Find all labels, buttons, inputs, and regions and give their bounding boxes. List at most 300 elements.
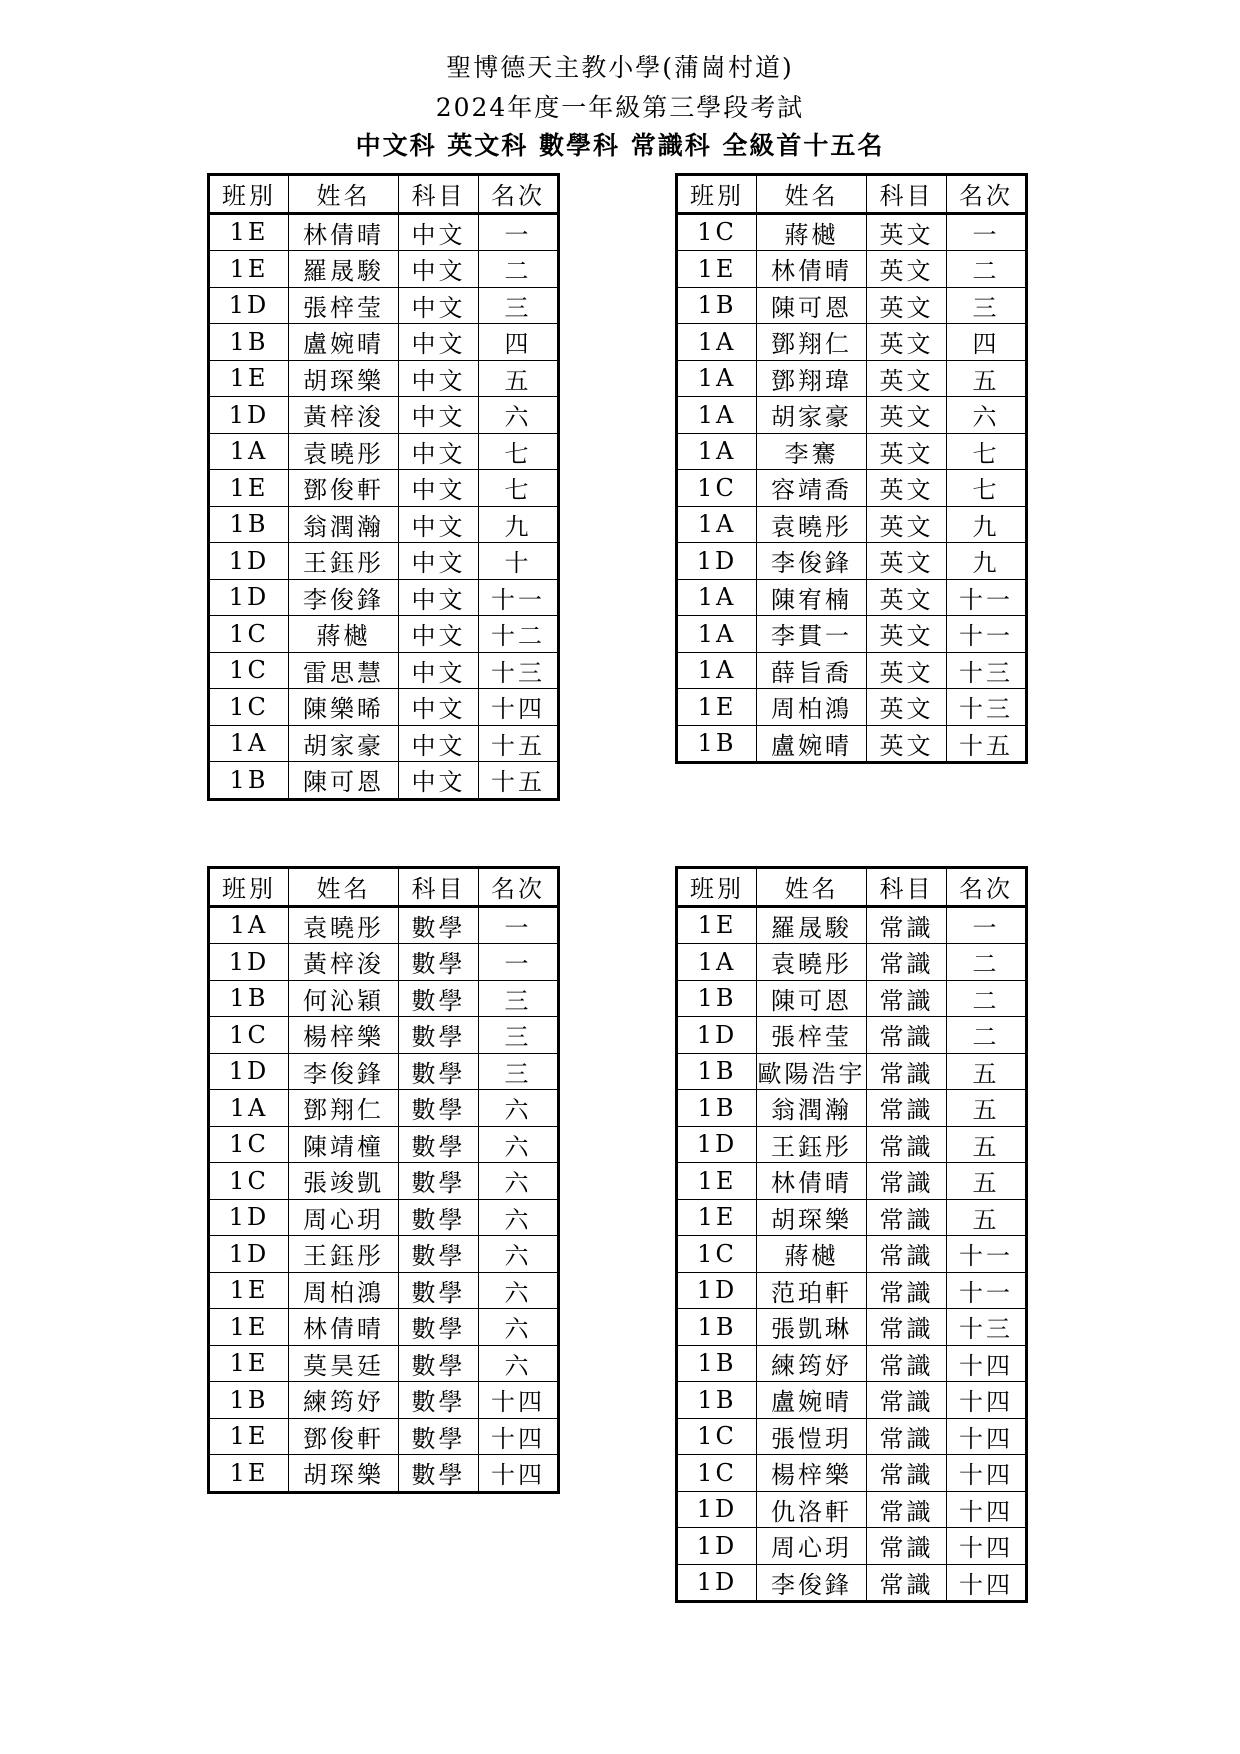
cell-subject: 數學: [399, 1090, 479, 1127]
cell-rank: 十四: [947, 1418, 1027, 1455]
cell-class: 1B: [677, 980, 757, 1017]
table-row: [677, 1163, 1027, 1200]
cell-class: 1A: [677, 397, 757, 434]
table-header-row: [677, 175, 1027, 214]
cell-subject: 英文: [867, 506, 947, 543]
school-name: 聖博德天主教小學(蒲崗村道): [446, 53, 794, 82]
cell-class: 1E: [209, 1272, 289, 1309]
cell-name: 蔣樾: [289, 616, 399, 653]
cell-name: 王鈺彤: [289, 1236, 399, 1273]
cell-rank: 五: [947, 360, 1027, 397]
cell-name: 李俊鋒: [289, 579, 399, 616]
cell-rank: 十一: [479, 579, 559, 616]
cell-subject: 數學: [399, 1382, 479, 1419]
cell-subject: 常識: [867, 1564, 947, 1602]
table-row: [209, 1199, 559, 1236]
cell-subject: 數學: [399, 1418, 479, 1455]
header-class: 班別: [677, 175, 757, 214]
cell-class: 1D: [677, 1491, 757, 1528]
cell-rank: 二: [947, 980, 1027, 1017]
cell-name: 仇洛軒: [757, 1491, 867, 1528]
cell-name: 鄧俊軒: [289, 470, 399, 507]
header-name: 姓名: [289, 175, 399, 214]
cell-class: 1D: [677, 1528, 757, 1565]
table-row: [209, 1309, 559, 1346]
cell-subject: 數學: [399, 1199, 479, 1236]
cell-rank: 三: [479, 1053, 559, 1090]
cell-rank: 七: [947, 470, 1027, 507]
cell-subject: 數學: [399, 1126, 479, 1163]
cell-rank: 十: [479, 543, 559, 580]
cell-subject: 中文: [399, 251, 479, 288]
table-row: [209, 1272, 559, 1309]
cell-class: 1B: [209, 762, 289, 800]
cell-class: 1C: [209, 1017, 289, 1054]
cell-name: 袁曉彤: [757, 506, 867, 543]
cell-rank: 一: [479, 906, 559, 944]
cell-name: 陳可恩: [289, 762, 399, 800]
cell-rank: 一: [479, 213, 559, 251]
header-rank: 名次: [947, 868, 1027, 907]
cell-subject: 英文: [867, 616, 947, 653]
cell-rank: 六: [479, 1345, 559, 1382]
header-name: 姓名: [757, 868, 867, 907]
cell-rank: 六: [479, 1272, 559, 1309]
table-row: [209, 324, 559, 361]
cell-class: 1D: [209, 944, 289, 981]
cell-name: 翁潤瀚: [289, 506, 399, 543]
cell-name: 練筠妤: [289, 1382, 399, 1419]
cell-rank: 六: [479, 1163, 559, 1200]
header-subject: 科目: [867, 868, 947, 907]
cell-rank: 三: [947, 287, 1027, 324]
cell-subject: 常識: [867, 1126, 947, 1163]
table-row: [209, 762, 559, 800]
table-row: [677, 1090, 1027, 1127]
cell-name: 周心玥: [757, 1528, 867, 1565]
table-row: [209, 1345, 559, 1382]
cell-name: 盧婉晴: [757, 1382, 867, 1419]
cell-rank: 二: [947, 1017, 1027, 1054]
cell-rank: 十四: [947, 1455, 1027, 1492]
table-row: [209, 1455, 559, 1493]
cell-class: 1C: [677, 1236, 757, 1273]
table-row: [677, 1017, 1027, 1054]
cell-name: 周心玥: [289, 1199, 399, 1236]
cell-name: 楊梓樂: [757, 1455, 867, 1492]
cell-name: 容靖喬: [757, 470, 867, 507]
cell-rank: 十五: [479, 762, 559, 800]
cell-name: 盧婉晴: [289, 324, 399, 361]
cell-rank: 十四: [947, 1528, 1027, 1565]
cell-class: 1B: [209, 1382, 289, 1419]
cell-subject: 英文: [867, 324, 947, 361]
cell-class: 1C: [209, 616, 289, 653]
table-row: [209, 213, 559, 251]
table-row: [209, 397, 559, 434]
cell-rank: 一: [947, 213, 1027, 251]
cell-class: 1A: [677, 506, 757, 543]
cell-rank: 五: [947, 1199, 1027, 1236]
header-rank: 名次: [947, 175, 1027, 214]
table-header-row: [209, 868, 559, 907]
cell-subject: 英文: [867, 579, 947, 616]
cell-class: 1A: [677, 360, 757, 397]
cell-rank: 六: [479, 1236, 559, 1273]
cell-class: 1E: [209, 1345, 289, 1382]
cell-rank: 二: [947, 944, 1027, 981]
cell-subject: 中文: [399, 470, 479, 507]
header-class: 班別: [209, 868, 289, 907]
cell-subject: 常識: [867, 1017, 947, 1054]
cell-name: 羅晟駿: [757, 906, 867, 944]
cell-name: 周柏鴻: [289, 1272, 399, 1309]
cell-class: 1D: [677, 1564, 757, 1602]
general-studies-ranking-table: [675, 866, 1028, 1603]
cell-subject: 常識: [867, 1090, 947, 1127]
cell-class: 1A: [209, 725, 289, 762]
cell-class: 1E: [209, 1455, 289, 1493]
cell-rank: 三: [479, 980, 559, 1017]
math-ranking-table: [207, 866, 560, 1494]
table-row: [677, 1053, 1027, 1090]
cell-class: 1D: [677, 1017, 757, 1054]
cell-subject: 英文: [867, 287, 947, 324]
cell-rank: 十三: [947, 689, 1027, 726]
cell-name: 李騫: [757, 433, 867, 470]
cell-class: 1C: [209, 689, 289, 726]
cell-name: 陳宥楠: [757, 579, 867, 616]
table-row: [209, 506, 559, 543]
cell-class: 1B: [209, 324, 289, 361]
table-row: [677, 725, 1027, 763]
cell-rank: 十五: [947, 725, 1027, 763]
cell-rank: 五: [947, 1053, 1027, 1090]
table-row: [677, 1491, 1027, 1528]
cell-class: 1A: [677, 433, 757, 470]
cell-subject: 英文: [867, 397, 947, 434]
cell-rank: 十四: [947, 1345, 1027, 1382]
cell-class: 1E: [209, 1309, 289, 1346]
cell-class: 1D: [209, 579, 289, 616]
cell-name: 歐陽浩宇: [757, 1053, 867, 1090]
cell-name: 薛旨喬: [757, 652, 867, 689]
cell-name: 林倩晴: [289, 1309, 399, 1346]
cell-name: 蔣樾: [757, 1236, 867, 1273]
cell-name: 翁潤瀚: [757, 1090, 867, 1127]
cell-class: 1A: [209, 433, 289, 470]
table-header-row: [209, 175, 559, 214]
cell-name: 王鈺彤: [289, 543, 399, 580]
cell-rank: 二: [947, 251, 1027, 288]
cell-class: 1E: [209, 470, 289, 507]
cell-name: 范珀軒: [757, 1272, 867, 1309]
cell-rank: 三: [479, 287, 559, 324]
cell-class: 1D: [209, 1053, 289, 1090]
exam-title: 2024年度一年級第三學段考試: [435, 93, 805, 122]
cell-subject: 中文: [399, 287, 479, 324]
cell-rank: 七: [479, 470, 559, 507]
cell-name: 鄧翔仁: [757, 324, 867, 361]
table-row: [677, 1272, 1027, 1309]
cell-class: 1E: [677, 251, 757, 288]
cell-subject: 英文: [867, 360, 947, 397]
table-row: [209, 725, 559, 762]
cell-name: 張竣凱: [289, 1163, 399, 1200]
table-row: [677, 1382, 1027, 1419]
cell-class: 1B: [677, 287, 757, 324]
cell-class: 1E: [677, 906, 757, 944]
cell-rank: 十四: [479, 689, 559, 726]
cell-rank: 一: [947, 906, 1027, 944]
cell-class: 1D: [677, 543, 757, 580]
cell-name: 盧婉晴: [757, 725, 867, 763]
table-row: [677, 579, 1027, 616]
cell-class: 1C: [677, 470, 757, 507]
table-row: [209, 251, 559, 288]
cell-class: 1C: [209, 1126, 289, 1163]
table-row: [209, 1090, 559, 1127]
cell-subject: 常識: [867, 1455, 947, 1492]
table-row: [209, 1418, 559, 1455]
cell-name: 鄧翔瑋: [757, 360, 867, 397]
cell-rank: 十五: [479, 725, 559, 762]
cell-rank: 五: [947, 1090, 1027, 1127]
table-row: [677, 397, 1027, 434]
cell-name: 周柏鴻: [757, 689, 867, 726]
cell-rank: 十三: [947, 1309, 1027, 1346]
table-row: [209, 543, 559, 580]
cell-class: 1B: [677, 1309, 757, 1346]
cell-subject: 中文: [399, 543, 479, 580]
cell-class: 1D: [209, 543, 289, 580]
table-row: [677, 1345, 1027, 1382]
cell-name: 楊梓樂: [289, 1017, 399, 1054]
header-subject: 科目: [399, 868, 479, 907]
cell-name: 袁曉彤: [757, 944, 867, 981]
cell-subject: 數學: [399, 1345, 479, 1382]
cell-class: 1B: [677, 1053, 757, 1090]
cell-rank: 七: [947, 433, 1027, 470]
table-row: [677, 543, 1027, 580]
table-row: [677, 1564, 1027, 1602]
table-row: [677, 251, 1027, 288]
cell-name: 張梓莹: [289, 287, 399, 324]
table-row: [677, 944, 1027, 981]
cell-name: 陳可恩: [757, 287, 867, 324]
subtitle: 中文科 英文科 數學科 常識科 全級首十五名: [355, 131, 885, 160]
cell-subject: 數學: [399, 1309, 479, 1346]
cell-class: 1E: [209, 360, 289, 397]
table-row: [677, 906, 1027, 944]
cell-subject: 常識: [867, 944, 947, 981]
cell-class: 1E: [209, 1418, 289, 1455]
cell-subject: 數學: [399, 906, 479, 944]
cell-subject: 常識: [867, 1199, 947, 1236]
cell-subject: 中文: [399, 506, 479, 543]
cell-name: 黃梓浚: [289, 944, 399, 981]
cell-rank: 六: [479, 1090, 559, 1127]
table-row: [209, 1382, 559, 1419]
table-row: [677, 616, 1027, 653]
cell-name: 羅晟駿: [289, 251, 399, 288]
cell-subject: 中文: [399, 433, 479, 470]
table-row: [209, 1017, 559, 1054]
table-row: [677, 287, 1027, 324]
cell-subject: 數學: [399, 1236, 479, 1273]
cell-subject: 數學: [399, 1053, 479, 1090]
cell-subject: 數學: [399, 980, 479, 1017]
table-header-row: [677, 868, 1027, 907]
cell-subject: 中文: [399, 360, 479, 397]
cell-subject: 常識: [867, 1491, 947, 1528]
table-row: [677, 433, 1027, 470]
cell-rank: 十二: [479, 616, 559, 653]
cell-subject: 數學: [399, 1272, 479, 1309]
cell-name: 王鈺彤: [757, 1126, 867, 1163]
cell-rank: 十一: [947, 579, 1027, 616]
cell-class: 1D: [677, 1126, 757, 1163]
cell-name: 陳靖橦: [289, 1126, 399, 1163]
cell-subject: 英文: [867, 652, 947, 689]
cell-rank: 十四: [947, 1382, 1027, 1419]
cell-rank: 十四: [947, 1491, 1027, 1528]
header-subject: 科目: [399, 175, 479, 214]
cell-subject: 中文: [399, 324, 479, 361]
cell-class: 1C: [209, 652, 289, 689]
cell-rank: 六: [479, 1199, 559, 1236]
cell-rank: 六: [479, 1309, 559, 1346]
cell-name: 何沁穎: [289, 980, 399, 1017]
cell-class: 1B: [677, 1345, 757, 1382]
table-row: [209, 980, 559, 1017]
chinese-ranking-table: [207, 173, 560, 801]
table-row: [677, 1309, 1027, 1346]
table-row: [209, 470, 559, 507]
cell-subject: 數學: [399, 1455, 479, 1493]
table-row: [677, 689, 1027, 726]
cell-subject: 中文: [399, 652, 479, 689]
table-row: [677, 470, 1027, 507]
cell-name: 雷思慧: [289, 652, 399, 689]
header-name: 姓名: [289, 868, 399, 907]
cell-rank: 十四: [479, 1455, 559, 1493]
cell-subject: 英文: [867, 213, 947, 251]
cell-rank: 十三: [947, 652, 1027, 689]
cell-subject: 常識: [867, 1163, 947, 1200]
cell-name: 練筠妤: [757, 1345, 867, 1382]
cell-rank: 五: [947, 1126, 1027, 1163]
cell-name: 陳可恩: [757, 980, 867, 1017]
table-row: [677, 1126, 1027, 1163]
table-row: [677, 213, 1027, 251]
cell-rank: 四: [479, 324, 559, 361]
cell-class: 1A: [677, 652, 757, 689]
header-class: 班別: [677, 868, 757, 907]
cell-rank: 十四: [479, 1418, 559, 1455]
table-row: [209, 1163, 559, 1200]
cell-class: 1A: [677, 616, 757, 653]
cell-subject: 英文: [867, 251, 947, 288]
cell-name: 林倩晴: [757, 251, 867, 288]
cell-name: 胡琛樂: [289, 360, 399, 397]
cell-subject: 常識: [867, 1309, 947, 1346]
cell-name: 李貫一: [757, 616, 867, 653]
cell-name: 胡琛樂: [289, 1455, 399, 1493]
cell-subject: 英文: [867, 470, 947, 507]
cell-subject: 數學: [399, 944, 479, 981]
cell-class: 1E: [677, 1199, 757, 1236]
cell-class: 1B: [209, 506, 289, 543]
table-row: [677, 1199, 1027, 1236]
table-row: [209, 616, 559, 653]
cell-name: 胡家豪: [757, 397, 867, 434]
header-rank: 名次: [479, 175, 559, 214]
cell-class: 1C: [677, 213, 757, 251]
cell-subject: 英文: [867, 543, 947, 580]
cell-name: 莫昊廷: [289, 1345, 399, 1382]
table-row: [209, 1236, 559, 1273]
table-row: [677, 506, 1027, 543]
table-row: [209, 360, 559, 397]
table-row: [209, 433, 559, 470]
cell-class: 1C: [677, 1455, 757, 1492]
cell-rank: 九: [479, 506, 559, 543]
cell-subject: 數學: [399, 1017, 479, 1054]
cell-name: 李俊鋒: [289, 1053, 399, 1090]
cell-rank: 三: [479, 1017, 559, 1054]
cell-subject: 英文: [867, 433, 947, 470]
table-row: [209, 287, 559, 324]
cell-name: 李俊鋒: [757, 543, 867, 580]
cell-rank: 五: [479, 360, 559, 397]
cell-rank: 六: [479, 1126, 559, 1163]
cell-subject: 常識: [867, 1053, 947, 1090]
cell-subject: 常識: [867, 980, 947, 1017]
cell-class: 1B: [209, 980, 289, 1017]
cell-class: 1E: [677, 689, 757, 726]
cell-subject: 中文: [399, 725, 479, 762]
cell-name: 鄧翔仁: [289, 1090, 399, 1127]
header-rank: 名次: [479, 868, 559, 907]
cell-subject: 中文: [399, 397, 479, 434]
cell-rank: 十四: [947, 1564, 1027, 1602]
cell-name: 袁曉彤: [289, 433, 399, 470]
cell-name: 胡琛樂: [757, 1199, 867, 1236]
table-row: [209, 579, 559, 616]
cell-subject: 常識: [867, 1528, 947, 1565]
cell-rank: 十一: [947, 1272, 1027, 1309]
cell-class: 1A: [677, 944, 757, 981]
table-row: [677, 980, 1027, 1017]
cell-rank: 四: [947, 324, 1027, 361]
cell-subject: 常識: [867, 1382, 947, 1419]
cell-class: 1E: [677, 1163, 757, 1200]
cell-subject: 中文: [399, 689, 479, 726]
cell-class: 1C: [209, 1163, 289, 1200]
cell-subject: 常識: [867, 1236, 947, 1273]
cell-class: 1D: [209, 397, 289, 434]
table-row: [677, 324, 1027, 361]
cell-rank: 九: [947, 543, 1027, 580]
table-row: [677, 360, 1027, 397]
cell-class: 1B: [677, 1090, 757, 1127]
table-row: [209, 1053, 559, 1090]
cell-name: 胡家豪: [289, 725, 399, 762]
cell-rank: 六: [947, 397, 1027, 434]
cell-class: 1D: [209, 1199, 289, 1236]
cell-rank: 二: [479, 251, 559, 288]
